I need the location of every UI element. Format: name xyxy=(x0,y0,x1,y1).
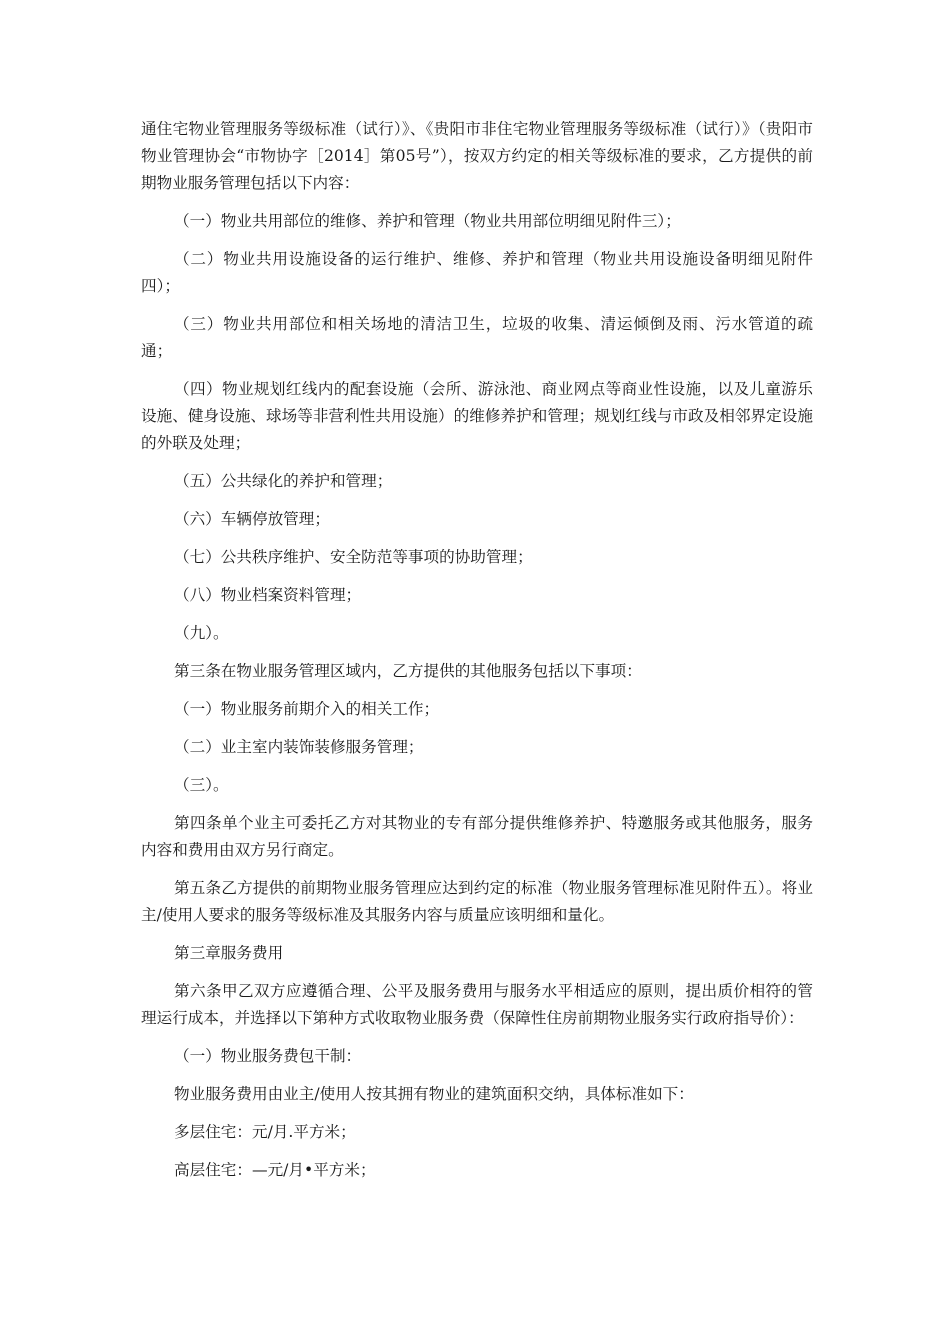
paragraph-fee-basis: 物业服务费用由业主/使用人按其拥有物业的建筑面积交纳，具体标准如下： xyxy=(174,1085,694,1103)
paragraph-item-9: （九）。 xyxy=(174,624,229,642)
document-body xyxy=(141,116,813,1184)
paragraph-fee-multistory: 多层住宅：元/月.平方米； xyxy=(174,1123,356,1141)
chapter-3-heading: 第三章服务费用 xyxy=(174,944,284,962)
paragraph-article-5: 第五条乙方提供的前期物业服务管理应达到约定的标准（物业服务管理标准见附件五）。将业主/使用人要求的服务等级标准及其服务内容与质量应该明细和量化。 xyxy=(141,879,813,924)
paragraph-article-3-item-3: （三）。 xyxy=(174,776,229,794)
paragraph-item-8: （八）物业档案资料管理； xyxy=(174,586,362,604)
paragraph-article-3: 第三条在物业服务管理区域内，乙方提供的其他服务包括以下事项： xyxy=(174,662,642,680)
paragraph-article-3-item-2: （二）业主室内装饰装修服务管理； xyxy=(174,738,424,756)
paragraph-article-3-item-1: （一）物业服务前期介入的相关工作； xyxy=(174,700,440,718)
paragraph-intro-continued: 通住宅物业管理服务等级标准（试行）》、《贵阳市非住宅物业管理服务等级标准（试行）》（贵阳市物业管理协会“市物协字［2014］第05号”），按双方约定的相关等级标准的要求，乙方提供的前期物业服务管理包括以下内容： xyxy=(141,120,813,192)
paragraph-article-4: 第四条单个业主可委托乙方对其物业的专有部分提供维修养护、特邀服务或其他服务，服务内容和费用由双方另行商定。 xyxy=(141,814,813,859)
paragraph-article-6: 第六条甲乙双方应遵循合理、公平及服务费用与服务水平相适应的原则，提出质价相符的管理运行成本，并选择以下第种方式收取物业服务费（保障性住房前期物业服务实行政府指导价）： xyxy=(141,982,813,1027)
paragraph-item-2: （二）物业共用设施设备的运行维护、维修、养护和管理（物业共用设施设备明细见附件四）； xyxy=(141,250,813,295)
paragraph-item-6: （六）车辆停放管理； xyxy=(174,510,330,528)
paragraph-item-1: （一）物业共用部位的维修、养护和管理（物业共用部位明细见附件三）； xyxy=(174,212,681,230)
paragraph-fee-highrise: 高层住宅：—元/月•平方米； xyxy=(174,1161,376,1179)
paragraph-item-5: （五）公共绿化的养护和管理； xyxy=(174,472,393,490)
paragraph-item-4: （四）物业规划红线内的配套设施（会所、游泳池、商业网点等商业性设施，以及儿童游乐设施、健身设施、球场等非营利性共用设施）的维修养护和管理；规划红线与市政及相邻界定设施的外联及处理； xyxy=(141,380,813,452)
paragraph-article-6-item-1: （一）物业服务费包干制： xyxy=(174,1047,362,1065)
paragraph-item-3: （三）物业共用部位和相关场地的清洁卫生，垃圾的收集、清运倾倒及雨、污水管道的疏通； xyxy=(141,315,813,360)
paragraph-item-7: （七）公共秩序维护、安全防范等事项的协助管理； xyxy=(174,548,533,566)
